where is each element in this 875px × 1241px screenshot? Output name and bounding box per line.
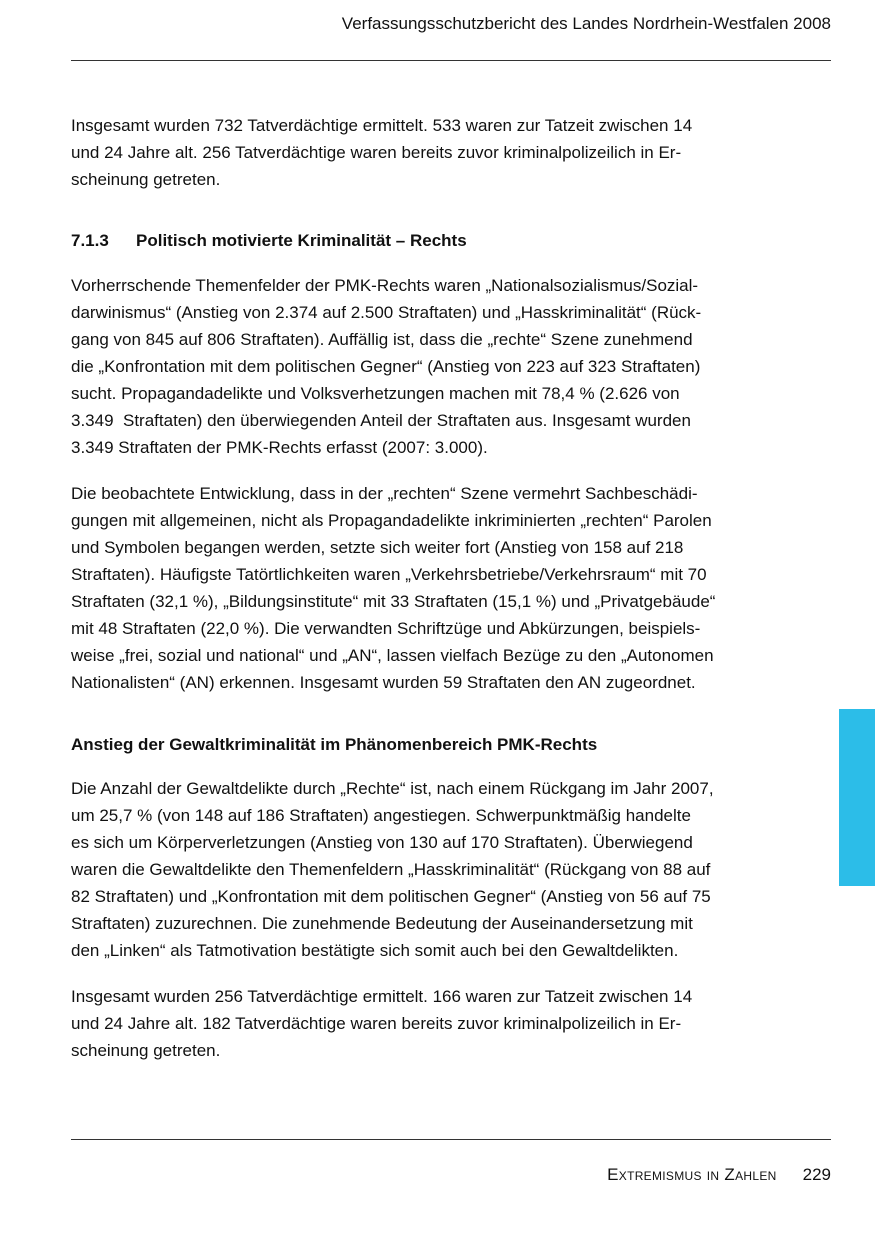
text-line: waren die Gewaltdelikte den Themenfeldern „Hasskriminalität“ (Rückgang von 88 auf	[71, 860, 711, 879]
paragraph-violent-offenses	[71, 775, 791, 964]
paragraph-topics-pmk-right	[71, 272, 791, 461]
running-header-title: Verfassungsschutzbericht des Landes Nordrhein-Westfalen 2008	[341, 14, 831, 33]
text-line: Insgesamt wurden 256 Tatverdächtige ermittelt. 166 waren zur Tatzeit zwischen 14	[71, 987, 693, 1006]
text-line: scheinung getreten.	[71, 1041, 221, 1060]
text-line: Straftaten). Häufigste Tatörtlichkeiten waren „Verkehrsbetriebe/Verkehrsraum“ mit 70	[71, 565, 707, 584]
section-heading	[71, 227, 791, 254]
text-line: gungen mit allgemeinen, nicht als Propagandadelikte inkriminierten „rechten“ Parolen	[71, 511, 712, 530]
text-line: Die Anzahl der Gewaltdelikte durch „Rechte“ ist, nach einem Rückgang im Jahr 2007,	[71, 779, 714, 798]
text-line: 3.349 Straftaten der PMK-Rechts erfasst (2007: 3.000).	[71, 438, 488, 457]
text-line: darwinismus“ (Anstieg von 2.374 auf 2.500 Straftaten) und „Hasskriminalität“ (Rück-	[71, 303, 702, 322]
header-divider	[71, 60, 831, 61]
paragraph-suspects-left	[71, 112, 791, 193]
text-line: und 24 Jahre alt. 256 Tatverdächtige waren bereits zuvor kriminalpolizeilich in Er-	[71, 143, 682, 162]
text-line: es sich um Körperverletzungen (Anstieg von 130 auf 170 Straftaten). Überwiegend	[71, 833, 693, 852]
section-title: Politisch motivierte Kriminalität – Rechts	[136, 231, 467, 250]
text-line: sucht. Propagandadelikte und Volksverhetzungen machen mit 78,4 % (2.626 von	[71, 384, 680, 403]
text-line: die „Konfrontation mit dem politischen Gegner“ (Anstieg von 223 auf 323 Straftaten)	[71, 357, 701, 376]
text-line: und 24 Jahre alt. 182 Tatverdächtige waren bereits zuvor kriminalpolizeilich in Er-	[71, 1014, 682, 1033]
page-body	[71, 112, 791, 1064]
text-line: Straftaten) zuzurechnen. Die zunehmende Bedeutung der Auseinandersetzung mit	[71, 914, 693, 933]
text-line: um 25,7 % (von 148 auf 186 Straftaten) angestiegen. Schwerpunktmäßig handelte	[71, 806, 691, 825]
text-line: Insgesamt wurden 732 Tatverdächtige ermittelt. 533 waren zur Tatzeit zwischen 14	[71, 116, 693, 135]
text-line: Nationalisten“ (AN) erkennen. Insgesamt wurden 59 Straftaten den AN zugeordnet.	[71, 673, 696, 692]
text-line: 3.349 Straftaten) den überwiegenden Anteil der Straftaten aus. Insgesamt wurden	[71, 411, 691, 430]
text-line: 82 Straftaten) und „Konfrontation mit dem politischen Gegner“ (Anstieg von 56 auf 75	[71, 887, 711, 906]
text-line: weise „frei, sozial und national“ und „AN“, lassen vielfach Bezüge zu den „Autonomen	[71, 646, 714, 665]
page-number: 229	[802, 1165, 831, 1184]
text-line: scheinung getreten.	[71, 170, 221, 189]
text-line: und Symbolen begangen werden, setzte sich weiter fort (Anstieg von 158 auf 218	[71, 538, 684, 557]
text-line: gang von 845 auf 806 Straftaten). Auffällig ist, dass die „rechte“ Szene zunehmend	[71, 330, 693, 349]
running-footer	[607, 1164, 831, 1186]
section-number: 7.1.3	[71, 231, 109, 250]
text-line: Straftaten (32,1 %), „Bildungsinstitute“ mit 33 Straftaten (15,1 %) und „Privatgebäude“	[71, 592, 716, 611]
text-line: Vorherrschende Themenfelder der PMK-Rechts waren „Nationalsozialismus/Sozial-	[71, 276, 699, 295]
chapter-thumb-tab	[839, 709, 875, 886]
footer-divider	[71, 1139, 831, 1140]
footer-section-title: Extremismus in Zahlen	[607, 1165, 777, 1184]
paragraph-suspects-right	[71, 983, 791, 1064]
text-line: Die beobachtete Entwicklung, dass in der „rechten“ Szene vermehrt Sachbeschädi-	[71, 484, 698, 503]
text-line: mit 48 Straftaten (22,0 %). Die verwandten Schriftzüge und Abkürzungen, beispiels-	[71, 619, 701, 638]
paragraph-property-damage	[71, 480, 791, 696]
text-line: den „Linken“ als Tatmotivation bestätigte sich somit auch bei den Gewaltdelikten.	[71, 941, 679, 960]
subheading-violence: Anstieg der Gewaltkriminalität im Phänomenbereich PMK-Rechts	[71, 735, 598, 754]
